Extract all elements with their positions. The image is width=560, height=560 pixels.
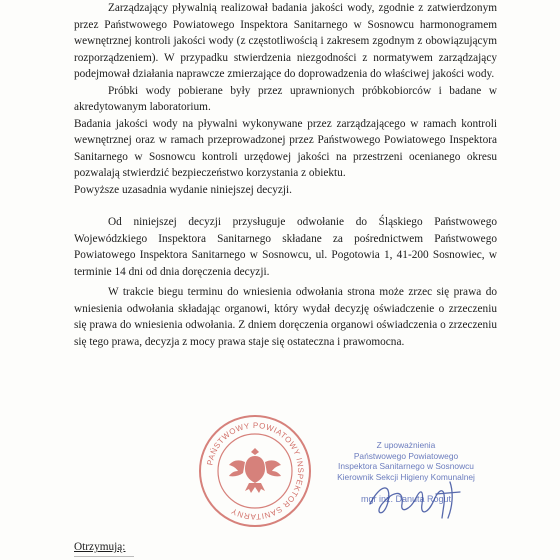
recipients-heading: Otrzymują: (74, 541, 126, 553)
paragraph-waiver: W trakcie biegu terminu do wniesienia odwołania strona może zrzec się prawa do wniesienia odwołania składając organowi, który wydał decyzję oświadczenie o zrzeczeniu się prawa do wniesienia odwołania. Z dniem doręczenia organowi oświadczenia o zrzeczeniu się tego prawa, decyzja z mocy prawa staje się ostateczna i prawomocna. (74, 286, 497, 348)
decision-body (74, 0, 497, 350)
recipients-divider (74, 556, 134, 557)
paragraph-sampling: Próbki wody pobierane były przez uprawnionych próbkobiorców i badane w akredytowanym laboratorium. (74, 84, 497, 113)
seal-ring-text: PAŃSTWOWY POWIATOWY INSPEKTOR SANITARNY (205, 420, 306, 522)
paragraph-conclusion: Badania jakości wody na pływalni wykonywane przez zarządzającego w ramach kontroli wewnętrznej oraz w ramach przeprowadzonej przez Państwowego Powiatowego Inspektora Sanitarnego w Sosnowcu kontroli urzędowej jakości na przestrzeni ocenianego okresu pozwalają stwierdzić bezpieczeństwo korzystania z obiektu. (74, 117, 497, 179)
stamp-line-3: Inspektora Sanitarnego w Sosnowcu (338, 461, 474, 472)
stamp-line-4: Kierownik Sekcji Higieny Komunalnej (337, 471, 475, 482)
stamp-signatory: mgr inż. Danuta Rogut (360, 494, 452, 505)
stamp-line-2: Państwowego Powiatowego (353, 450, 459, 461)
paragraph-internal-control: Zarządzający pływalnią realizował badania jakości wody, zgodnie z zatwierdzonym przez Państwowego Powiatowego Inspektora Sanitarnego w Sosnowcu harmonogramem wewnętrznej kontroli jakości wody (z częstotliwością i zakresem zgodnym z obowiązującym rozporządzeniem). W przypadku stwierdzenia niezgodności z normatywem zarządzający podejmował działania naprawcze zmierzające do doprowadzenia do właściwej jakości wody. (74, 2, 497, 80)
eagle-emblem-icon (229, 448, 281, 493)
official-seal (196, 412, 314, 530)
stamp-line-1: Z upoważnienia (376, 440, 436, 450)
paragraph-justification: Powyższe uzasadnia wydanie niniejszej decyzji. (74, 183, 293, 196)
paragraph-appeal: Od niniejszej decyzji przysługuje odwołanie do Śląskiego Państwowego Wojewódzkiego Inspektora Sanitarnego składane za pośrednictwem Państwowego Powiatowego Inspektora Sanitarnego w Sosnowcu, ul. Pogotowia 1, 41-200 Sosnowiec, w terminie 14 dni od dnia doręczenia decyzji. (74, 216, 497, 278)
handwritten-signature-icon (362, 474, 472, 522)
